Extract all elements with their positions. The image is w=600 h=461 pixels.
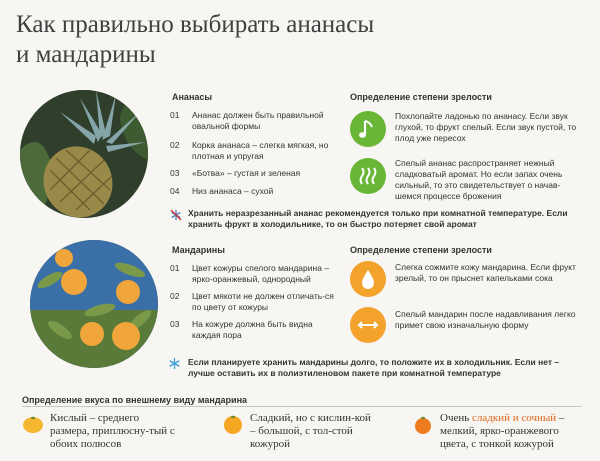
title-line-1: Как правильно выбирать ананасы xyxy=(16,11,375,38)
pineapple-storage-note: Хранить неразрезанный ананас рекомендуется только при комнатной температуре. Если хранить фрукт в холодильнике, то он быстро потеряет свой аромат xyxy=(188,208,568,229)
item-number: 03 xyxy=(170,319,180,329)
music-note-icon xyxy=(350,111,386,147)
taste-text xyxy=(440,412,590,451)
aroma-waves-icon xyxy=(350,158,386,194)
mandarin-heading: Мандарины xyxy=(172,245,225,255)
item-text: Низ ананаса – сухой xyxy=(192,186,274,196)
item-text: Корка ананаса – слегка мягкая, но плотная и упругая xyxy=(192,140,329,161)
item-number: 01 xyxy=(170,263,180,273)
mandarin-ripeness-heading: Определение степени зрелости xyxy=(350,245,492,255)
ripeness-text: Спелый ананас распространяет нежный сладковатый аромат. Но если запах очень сильный, то это свидетельствует о начав-шемся процессе брожения xyxy=(395,158,563,201)
flat-mandarin-icon xyxy=(22,414,44,434)
item-text: Ананас должен быть правильной овальной формы xyxy=(192,110,324,131)
taste-text: Кислый – среднего размера, приплюсну-тый с обоих полюсов xyxy=(50,412,175,450)
page-title xyxy=(16,10,476,70)
ripeness-text: Спелый мандарин после надавливания легко примет свою изначальную форму xyxy=(395,309,576,330)
taste-text-rest: – мелкий, ярко-оранжевого цвета, с тонкой кожурой xyxy=(440,412,565,450)
pineapple-photo xyxy=(20,90,148,218)
ripeness-text: Похлопайте ладонью по ананасу. Если звук глухой, то фрукт спелый. Если звук пустой, то плод уже пересох xyxy=(395,111,577,143)
item-number: 03 xyxy=(170,168,180,178)
no-snowflake-icon xyxy=(170,208,182,220)
taste-text-plain: Очень xyxy=(440,412,470,424)
item-number: 02 xyxy=(170,291,180,301)
pineapple-heading: Ананасы xyxy=(172,92,213,102)
item-text: Цвет кожуры спелого мандарина – ярко-оранжевый, однородный xyxy=(192,263,330,284)
shape-restore-icon xyxy=(350,307,386,343)
item-text: Цвет мякоти не должен отличать-ся по цвету от кожуры xyxy=(192,291,334,312)
divider xyxy=(22,406,582,407)
juice-drop-icon xyxy=(350,261,386,297)
ripeness-text: Слегка сожмите кожу мандарина. Если фрукт зрелый, то он прыснет капельками сока xyxy=(395,262,576,283)
title-line-2: и мандарины xyxy=(16,41,156,68)
taste-text: Сладкий, но с кислин-кой – большой, с тол-стой кожурой xyxy=(250,412,371,450)
item-number: 01 xyxy=(170,110,180,120)
pineapple-ripeness-heading: Определение степени зрелости xyxy=(350,92,492,102)
snowflake-icon xyxy=(168,357,181,370)
taste-heading: Определение вкуса по внешнему виду мандарина xyxy=(22,395,248,405)
medium-mandarin-icon xyxy=(222,414,244,434)
item-text: «Ботва» – густая и зеленая xyxy=(192,168,301,178)
small-mandarin-icon xyxy=(412,414,434,434)
item-number: 04 xyxy=(170,186,180,196)
item-number: 02 xyxy=(170,140,180,150)
mandarin-storage-note: Если планируете хранить мандарины долго, то положите их в холодильник. Если нет – лучше оставить их в полиэтиленовом пакете при комнатной температуре xyxy=(188,357,560,378)
item-text: На кожуре должна быть видна каждая пора xyxy=(192,319,313,340)
mandarin-photo xyxy=(30,240,158,368)
taste-text-highlight: сладкий и сочный xyxy=(472,412,557,424)
